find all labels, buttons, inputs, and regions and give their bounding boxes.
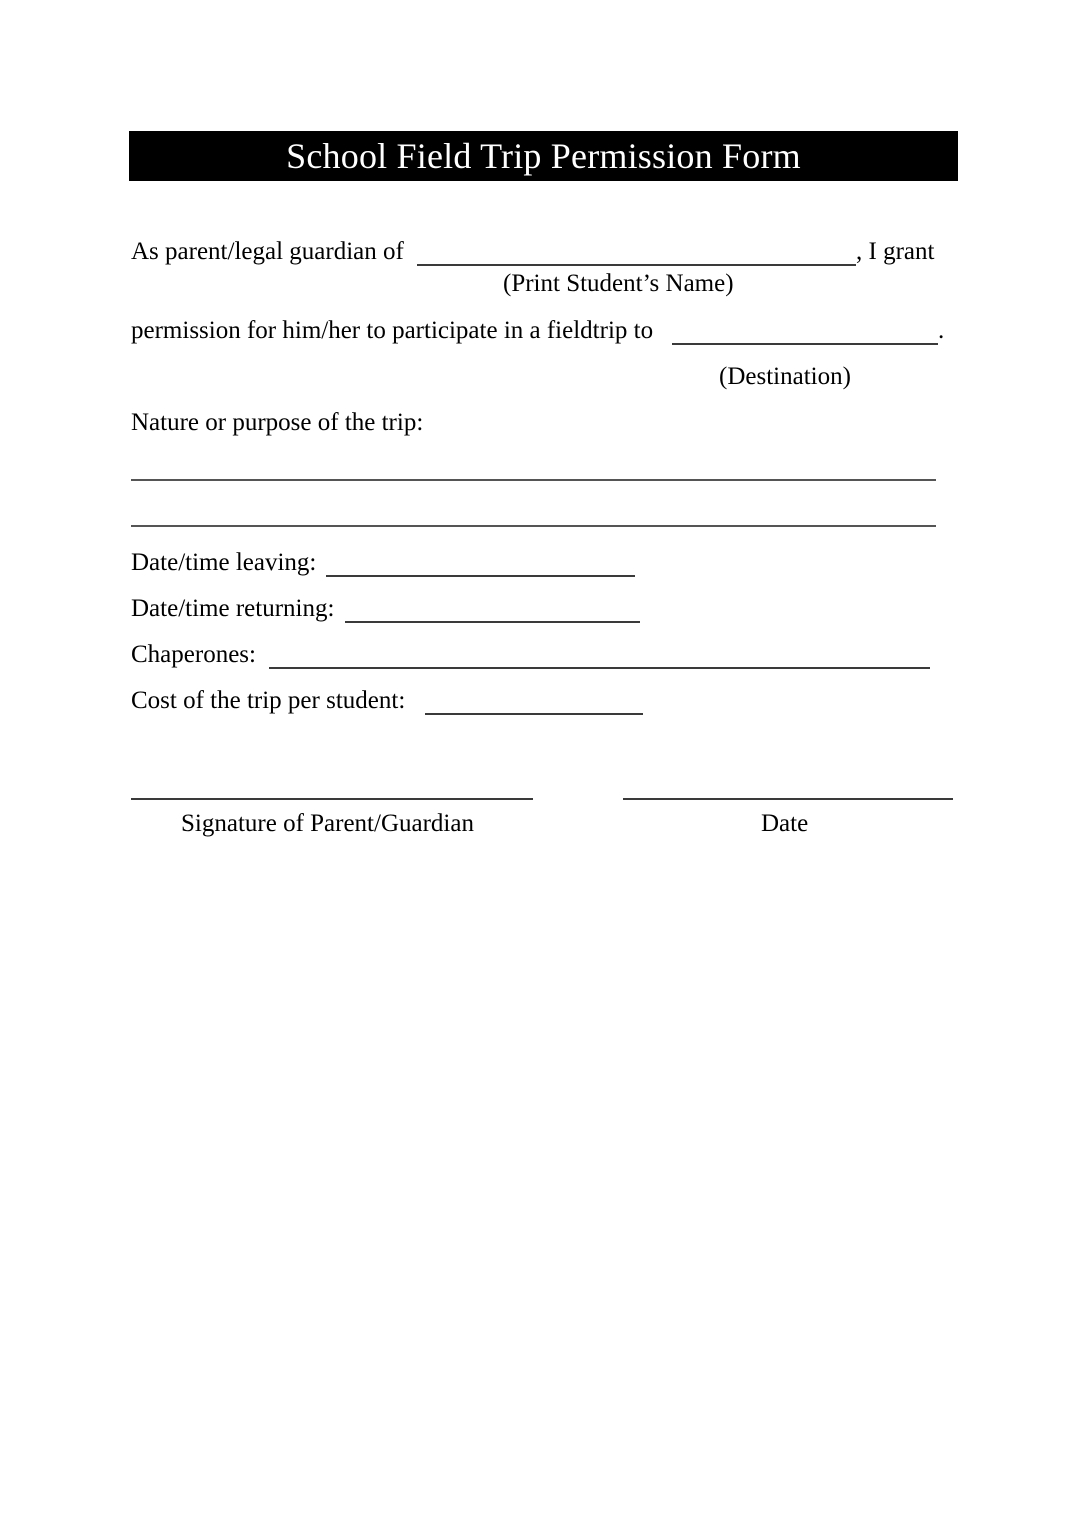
nature-of-trip-blank-line-2[interactable]: [131, 525, 936, 527]
permission-prefix-text: permission for him/her to participate in a fieldtrip to: [131, 317, 654, 344]
student-name-blank[interactable]: [417, 264, 856, 266]
destination-caption: (Destination): [719, 363, 851, 390]
intro-prefix-text: As parent/legal guardian of: [131, 238, 404, 265]
date-time-returning-label: Date/time returning:: [131, 595, 335, 622]
parent-signature-line[interactable]: [131, 798, 533, 800]
nature-of-trip-label: Nature or purpose of the trip:: [131, 409, 424, 436]
chaperones-label: Chaperones:: [131, 641, 256, 668]
title-banner: [129, 131, 958, 181]
student-name-caption: (Print Student’s Name): [503, 270, 734, 297]
page-title: School Field Trip Permission Form: [286, 136, 801, 176]
parent-signature-label: Signature of Parent/Guardian: [181, 810, 474, 837]
cost-per-student-label: Cost of the trip per student:: [131, 687, 406, 714]
chaperones-blank[interactable]: [269, 667, 930, 669]
date-time-leaving-label: Date/time leaving:: [131, 549, 317, 576]
nature-of-trip-blank-line-1[interactable]: [131, 479, 936, 481]
date-signature-label: Date: [761, 810, 809, 837]
date-signature-line[interactable]: [623, 798, 953, 800]
permission-suffix-text: .: [938, 317, 945, 344]
date-time-leaving-blank[interactable]: [326, 575, 635, 577]
intro-suffix-text: , I grant: [856, 238, 935, 265]
destination-blank[interactable]: [672, 343, 938, 345]
cost-per-student-blank[interactable]: [425, 713, 643, 715]
date-time-returning-blank[interactable]: [345, 621, 640, 623]
